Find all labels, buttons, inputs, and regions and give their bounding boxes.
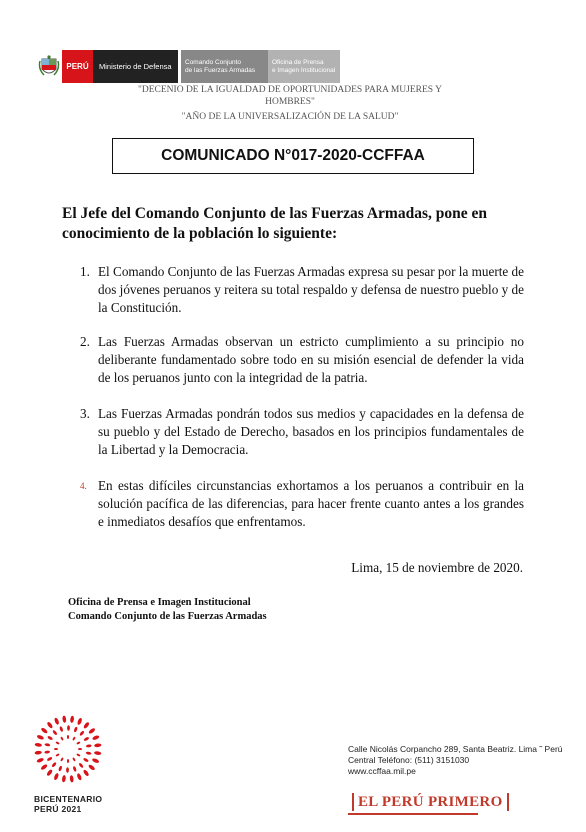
logo-petal xyxy=(40,727,48,734)
phone-line: Central Teléfono: (511) 3151030 xyxy=(348,755,470,765)
logo-petal xyxy=(67,725,70,731)
signature-block xyxy=(68,596,267,624)
document-title: COMUNICADO N°017-2020-CCFFAA xyxy=(112,138,474,174)
slogan-part2: PRIMERO xyxy=(427,793,503,810)
logo-petal xyxy=(51,762,57,768)
intro-paragraph: El Jefe del Comando Conjunto de las Fuerzas Armadas, pone en conocimiento de la población lo siguiente: xyxy=(62,205,487,242)
logo-petal xyxy=(36,734,44,740)
list-item-text: El Comando Conjunto de las Fuerzas Armadas expresa su pesar por la muerte de dos jóvenes peruanos y reitera su total respaldo y defensa de nuestro pueblo y de la Constitución. xyxy=(98,264,524,315)
logo-petal xyxy=(52,730,58,736)
bicentenario-line2: PERÚ 2021 xyxy=(34,804,82,814)
logo-petal xyxy=(83,757,89,762)
signature-line1: Oficina de Prensa e Imagen Institucional xyxy=(68,597,251,608)
logo-petal xyxy=(88,727,96,734)
logo-petal xyxy=(54,748,58,750)
logo-petal xyxy=(78,762,84,768)
signature-line2: Comando Conjunto de las Fuerzas Armadas xyxy=(68,611,267,622)
logo-petal xyxy=(94,751,102,756)
bicentenario-logo-icon xyxy=(34,715,102,783)
list-item xyxy=(80,405,524,459)
logo-petal xyxy=(34,743,42,748)
list-item-number: 1. xyxy=(80,264,90,279)
list-item-text: Las Fuerzas Armadas pondrán todos sus medios y capacidades en la defensa de su pueblo y del Estado de Derecho, basados en los principios fundamentales de la Libertad y la Democracia. xyxy=(98,406,524,457)
logo-petal xyxy=(76,741,80,745)
logo-petal xyxy=(36,757,44,763)
slogan xyxy=(348,791,513,813)
list-item xyxy=(80,477,524,531)
logo-petal xyxy=(47,735,53,740)
list-item-number: 4. xyxy=(80,481,87,491)
peru-brand-label: PERÚ xyxy=(62,50,93,83)
logo-petal xyxy=(54,717,60,725)
logo-petal xyxy=(53,773,59,781)
press-office-label xyxy=(268,50,340,83)
logo-petal xyxy=(78,748,82,750)
list-item-text: Las Fuerzas Armadas observan un estricto cumplimiento a su principio no deliberante fundamentado sobre todo en su misión esencial de defender la vida de los peruanos junto con la integridad de la patria. xyxy=(98,334,524,385)
logo-petal xyxy=(83,736,89,741)
logo-petal xyxy=(83,721,90,729)
logo-petal xyxy=(60,757,64,761)
slogan-bar xyxy=(352,793,354,811)
website-link[interactable]: www.ccffaa.mil.pe xyxy=(348,766,416,776)
logo-petal xyxy=(86,751,92,755)
bicentenario-label xyxy=(34,794,102,814)
logo-petal xyxy=(46,769,53,777)
logo-petal xyxy=(62,775,67,783)
list-item-text: En estas difíciles circunstancias exhortamos a los peruanos a contribuir en la solución pacífica de las diferencias, para hacer frente cuanto antes a los grandes e inmediatos desafíos que enfrentamos. xyxy=(98,478,524,529)
ccffaa-label xyxy=(181,50,268,83)
logo-petal xyxy=(94,743,102,747)
logo-petal xyxy=(79,730,85,736)
logo-petal xyxy=(46,721,53,729)
press-office-line1: Oficina de Prensa xyxy=(272,58,324,66)
address-line: Calle Nicolás Corpancho 289, Santa Beatriz. Lima ˜ Perú xyxy=(348,744,563,754)
logo-petal xyxy=(69,775,73,783)
logo-petal xyxy=(72,766,76,772)
logo-petal xyxy=(82,769,89,777)
decade-motto: "DECENIO DE LA IGUALDAD DE OPORTUNIDADES PARA MUJERES Y HOMBRES" xyxy=(138,85,442,107)
logo-petal xyxy=(67,759,69,763)
list-item-number: 3. xyxy=(80,406,90,421)
logo-petal xyxy=(40,763,48,770)
logo-petal xyxy=(76,773,82,781)
slogan-bar xyxy=(507,793,509,811)
slogan-underline xyxy=(348,813,478,815)
logo-petal xyxy=(55,741,59,745)
logo-petal xyxy=(46,756,52,761)
logo-petal xyxy=(76,753,80,757)
logo-petal xyxy=(55,753,59,757)
list-item xyxy=(80,263,524,317)
logo-petal xyxy=(72,757,76,761)
ministry-label: Ministerio de Defensa xyxy=(93,50,178,83)
logo-petal xyxy=(34,750,42,754)
press-office-line2: e Imagen Institucional xyxy=(272,66,336,74)
logo-petal xyxy=(44,743,50,747)
logo-petal xyxy=(92,758,100,764)
logo-petal xyxy=(70,715,75,723)
bicentenario-line1: BICENTENARIO xyxy=(34,794,103,804)
logo-petal xyxy=(60,736,64,740)
logo-petal xyxy=(77,717,83,725)
logo-petal xyxy=(62,715,66,723)
logo-petal xyxy=(92,735,100,741)
document-date: Lima, 15 de noviembre de 2020. xyxy=(351,560,523,575)
logo-petal xyxy=(73,726,78,732)
logo-petal xyxy=(44,750,50,754)
logo-petal xyxy=(58,765,63,771)
logo-petal xyxy=(67,735,69,739)
list-item-number: 2. xyxy=(80,334,90,349)
contact-address xyxy=(348,744,563,777)
logo-petal xyxy=(59,726,63,732)
logo-petal xyxy=(88,764,96,771)
logo-petal xyxy=(66,767,69,773)
logo-petal xyxy=(86,744,92,748)
logo-petal xyxy=(72,736,76,740)
coat-of-arms-icon xyxy=(38,55,60,79)
list-item xyxy=(80,333,524,387)
slogan-part1: EL PERÚ xyxy=(358,793,424,810)
ccffaa-line2: de las Fuerzas Armadas xyxy=(185,66,256,74)
year-motto: "AÑO DE LA UNIVERSALIZACIÓN DE LA SALUD" xyxy=(181,112,399,122)
ccffaa-line1: Comando Conjunto xyxy=(185,58,242,66)
